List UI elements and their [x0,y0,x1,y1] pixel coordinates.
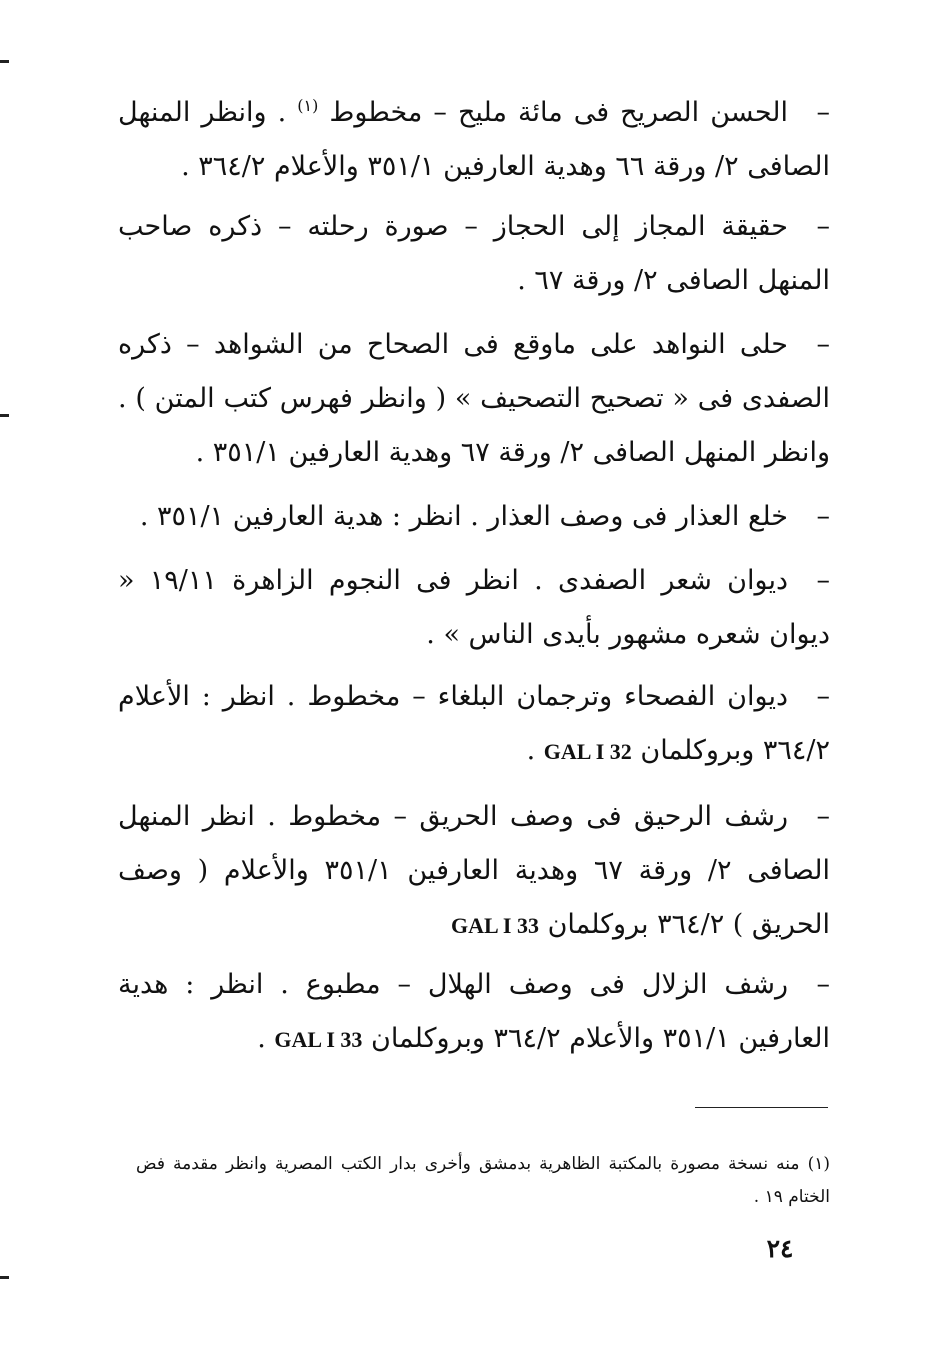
entry-text: الحسن الصريح فى مائة مليح – مخطوط [318,97,789,128]
entry-dash: – [816,801,830,832]
entry-dash: – [816,97,831,128]
brockelmann-reference: GAL I 33 [450,913,539,938]
entry-dash: – [816,565,830,596]
bibliography-entry [118,200,830,308]
entry-dash: – [816,501,830,532]
entry-dash: – [816,329,830,360]
bibliography-entry [118,958,830,1067]
page-number: ٢٤ [766,1234,794,1263]
entry-text: رشف الزلال فى وصف الهلال – مطبوع . انظر : هدية العارفين ٣٥١/١ والأعلام ٣٦٤/٢ وبروكلمان [118,969,830,1054]
entry-dash: – [816,969,830,1000]
footnote-separator [695,1107,828,1108]
entry-text: حلى النواهد على ماوقع فى الصحاح من الشواهد – ذكره الصفدى فى « تصحيح التصحيف » ( وانظر فهرس كتب المتن ) . وانظر المنهل الصافى ٢/ ورقة ٦٧ وهدية العارفين ٣٥١/١ . [118,329,830,468]
scan-edge-mark-bottom [0,1276,9,1279]
scan-edge-mark-top [0,60,9,63]
entry-dash: – [816,681,830,712]
entry-dash: – [816,211,830,242]
brockelmann-reference: GAL I 32 [543,739,632,764]
bibliography-entry [118,670,830,779]
entry-text: خلع العذار فى وصف العذار . انظر : هدية العارفين ٣٥١/١ . [139,501,788,532]
entry-text-continued: . وانظر المنهل الصافى ٢/ ورقة ٦٦ وهدية العارفين ٣٥١/١ والأعلام ٣٦٤/٢ . [118,97,830,182]
footnote: (١) منه نسخة مصورة بالمكتبة الظاهرية بدمشق وأخرى بدار الكتب المصرية وانظر مقدمة فض الختام ١٩ . [136,1154,830,1207]
bibliography-entry [118,318,830,480]
entry-text-end: . [526,735,544,766]
bibliography-entry [118,86,830,194]
scan-edge-mark-middle [0,414,9,417]
bibliography-entry [118,790,830,953]
footnote-reference[interactable]: (١) [297,96,319,115]
bibliography-entry [118,554,830,662]
bibliography-entry [118,490,830,544]
entry-text: ديوان شعر الصفدى . انظر فى النجوم الزاهرة ١٩/١١ « ديوان شعره مشهور بأيدى الناس » . [118,565,830,650]
entry-text: ديوان الفصحاء وترجمان البلغاء – مخطوط . انظر : الأعلام ٣٦٤/٢ وبروكلمان [118,681,830,766]
brockelmann-reference: GAL I 33 [274,1027,363,1052]
entry-text: حقيقة المجاز إلى الحجاز – صورة رحلته – ذكره صاحب المنهل الصافى ٢/ ورقة ٦٧ . [118,211,830,296]
entry-text-end: . [257,1023,275,1054]
entry-text: رشف الرحيق فى وصف الحريق – مخطوط . انظر المنهل الصافى ٢/ ورقة ٦٧ وهدية العارفين ٣٥١/١ والأعلام ( وصف الحريق ) ٣٦٤/٢ بروكلمان [118,801,830,940]
